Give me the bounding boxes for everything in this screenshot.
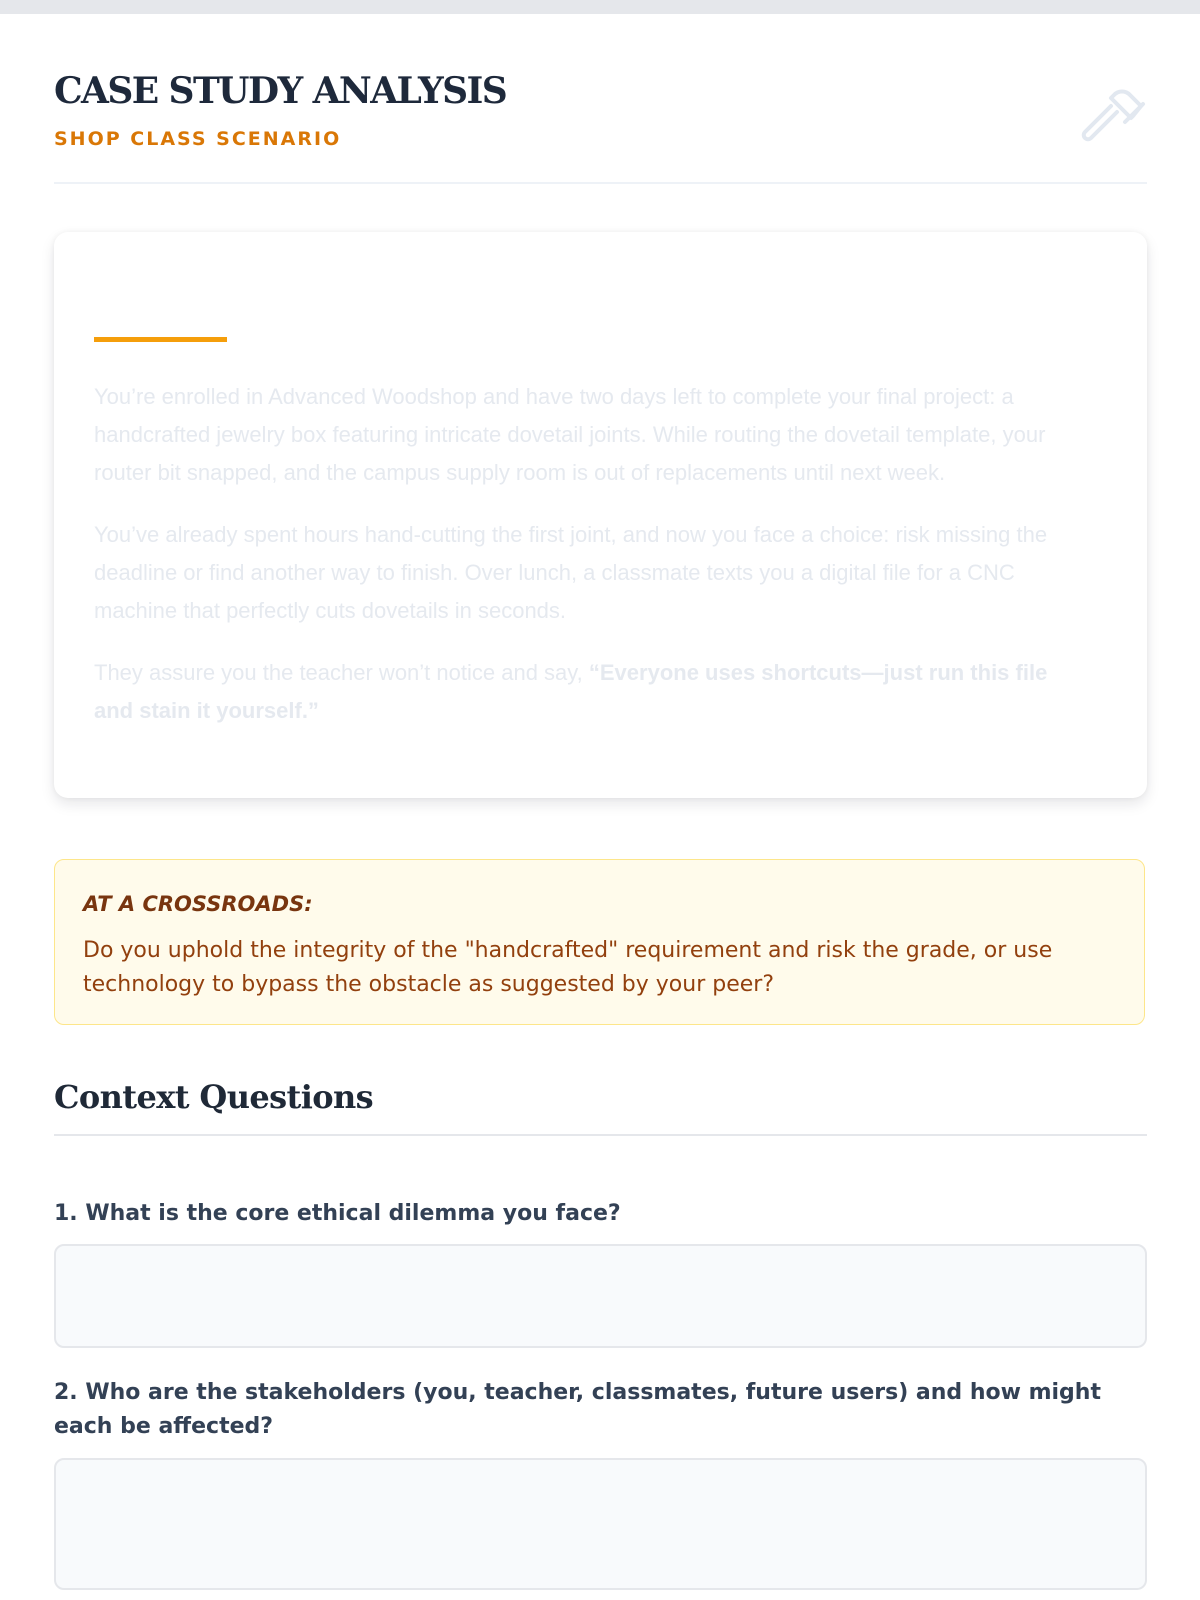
page-subtitle: SHOP CLASS SCENARIO: [54, 128, 342, 150]
question-1-answer-field[interactable]: [54, 1244, 1147, 1348]
case-study-page: [54, 14, 1147, 1439]
scenario-paragraph-3-intro: They assure you the teacher won’t notice and say,: [94, 660, 589, 685]
scenario-paragraph-2: You’ve already spent hours hand-cutting the first joint, and now you face a choice: risk missing the deadline or find another way to finish. Over lunch, a classmate texts you a digital file for a CNC machine that perfectly cuts dovetails in seconds.: [94, 522, 1048, 623]
page-title: CASE STUDY ANALYSIS: [54, 70, 507, 112]
classmate-quote: “Everyone uses shortcuts—just run this file and stain it yourself.”: [94, 660, 1048, 723]
scenario-text: [94, 378, 1074, 754]
callout-text: Do you uphold the integrity of the "handcrafted" requirement and risk the grade, or use technology to bypass the obstacle as suggested by your peer?: [83, 938, 1053, 997]
callout-heading: AT A CROSSROADS:: [83, 892, 313, 916]
page-header: [54, 14, 1147, 184]
question-2-answer-field[interactable]: [54, 1458, 1147, 1590]
question-1-label: 1. What is the core ethical dilemma you face?: [54, 1201, 621, 1226]
section-title: Context Questions: [54, 1078, 1147, 1136]
crossroads-callout: [54, 859, 1145, 1025]
question-2-label: 2. Who are the stakeholders (you, teacher, classmates, future users) and how might each be affected?: [54, 1380, 1101, 1439]
accent-bar: [94, 337, 227, 342]
scenario-card: [54, 232, 1147, 798]
scenario-paragraph-3: [94, 654, 1074, 730]
hammer-icon: [1081, 82, 1147, 148]
browser-top-strip: [0, 0, 1200, 14]
scenario-paragraph-1: You’re enrolled in Advanced Woodshop and have two days left to complete your final project: a handcrafted jewelry box featuring intricate dovetail joints. While routing the dovetail template, your router bit snapped, and the campus supply room is out of replacements until next week.: [94, 384, 1046, 485]
